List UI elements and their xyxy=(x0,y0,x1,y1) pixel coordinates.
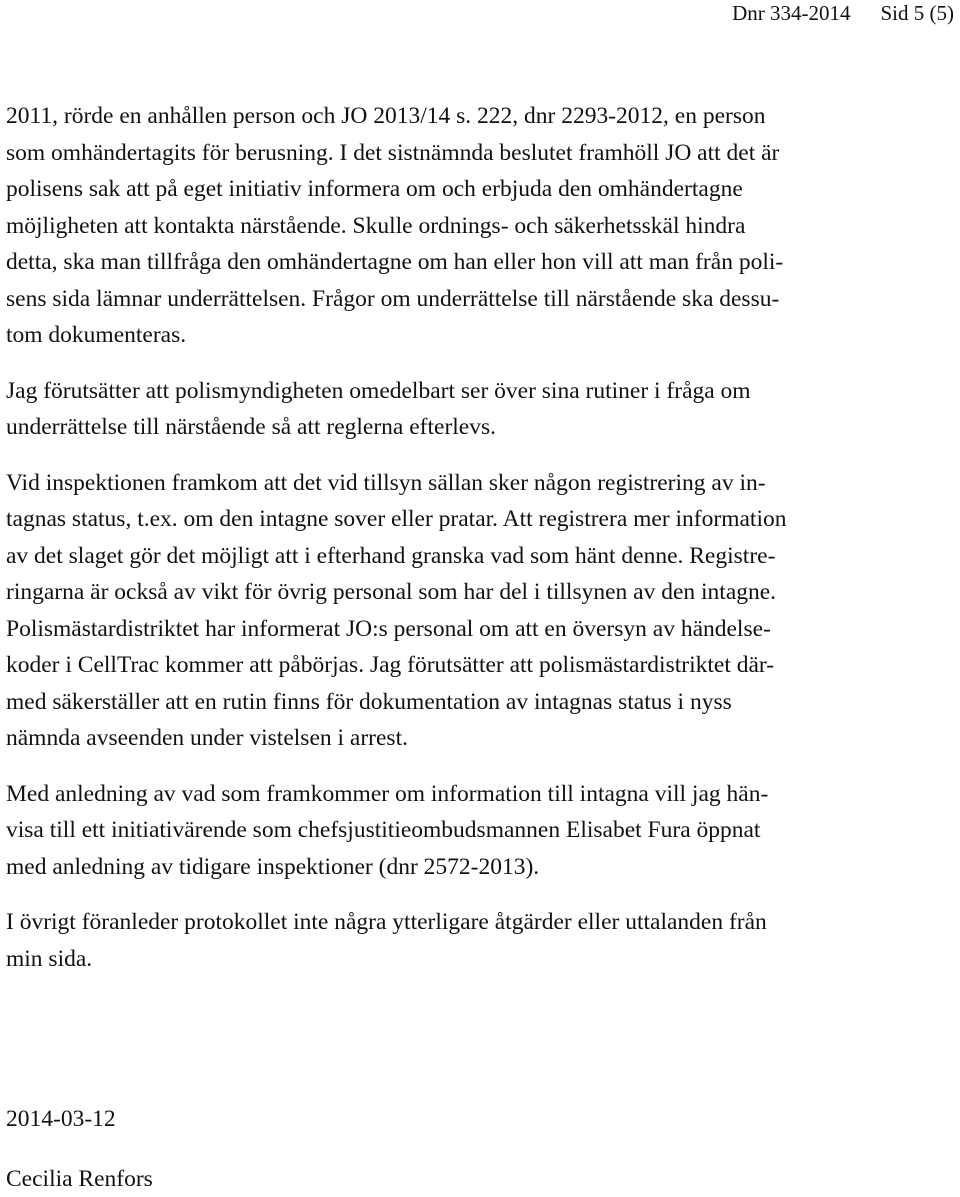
signatory-name: Cecilia Renfors xyxy=(6,1161,153,1197)
text-line: tagnas status, t.ex. om den intagne sover eller pratar. Att registrera mer information xyxy=(6,501,920,538)
text-line: polisens sak att på eget initiativ informera om och erbjuda den omhändertagne xyxy=(6,171,920,208)
paragraph xyxy=(6,776,920,886)
text-line: Polismästardistriktet har informerat JO:s personal om att en översyn av händelse- xyxy=(6,611,920,648)
case-number: Dnr 334-2014 xyxy=(732,1,850,25)
text-line: visa till ett initiativärende som chefsjustitieombudsmannen Elisabet Fura öppnat xyxy=(6,812,920,849)
text-line: underrättelse till närstående så att reglerna efterlevs. xyxy=(6,409,920,446)
document-body xyxy=(6,98,920,977)
signature-block xyxy=(6,1101,153,1197)
text-line: Jag förutsätter att polismyndigheten omedelbart ser över sina rutiner i fråga om xyxy=(6,373,920,410)
text-line: nämnda avseenden under vistelsen i arrest. xyxy=(6,720,920,757)
text-line: tom dokumenteras. xyxy=(6,317,920,354)
paragraph xyxy=(6,904,920,977)
page-number: Sid 5 (5) xyxy=(881,1,955,25)
text-line: med anledning av tidigare inspektioner (dnr 2572-2013). xyxy=(6,849,920,886)
paragraph xyxy=(6,373,920,446)
paragraph xyxy=(6,465,920,757)
text-line: 2011, rörde en anhållen person och JO 2013/14 s. 222, dnr 2293-2012, en person xyxy=(6,98,920,135)
document-date: 2014-03-12 xyxy=(6,1101,153,1138)
text-line: möjligheten att kontakta närstående. Skulle ordnings- och säkerhetsskäl hindra xyxy=(6,208,920,245)
text-line: I övrigt föranleder protokollet inte några ytterligare åtgärder eller uttalanden från xyxy=(6,904,920,941)
paragraph xyxy=(6,98,920,354)
page-header xyxy=(732,0,954,26)
text-line: Med anledning av vad som framkommer om information till intagna vill jag hän- xyxy=(6,776,920,813)
text-line: Vid inspektionen framkom att det vid tillsyn sällan sker någon registrering av in- xyxy=(6,465,920,502)
text-line: detta, ska man tillfråga den omhändertagne om han eller hon vill att man från poli- xyxy=(6,244,920,281)
text-line: som omhändertagits för berusning. I det sistnämnda beslutet framhöll JO att det är xyxy=(6,135,920,172)
text-line: sens sida lämnar underrättelsen. Frågor om underrättelse till närstående ska dessu- xyxy=(6,281,920,318)
text-line: ringarna är också av vikt för övrig personal som har del i tillsynen av den intagne. xyxy=(6,574,920,611)
text-line: av det slaget gör det möjligt att i efterhand granska vad som hänt denne. Registre- xyxy=(6,538,920,575)
text-line: min sida. xyxy=(6,941,920,978)
text-line: koder i CellTrac kommer att påbörjas. Jag förutsätter att polismästardistriktet där- xyxy=(6,647,920,684)
text-line: med säkerställer att en rutin finns för dokumentation av intagnas status i nyss xyxy=(6,684,920,721)
